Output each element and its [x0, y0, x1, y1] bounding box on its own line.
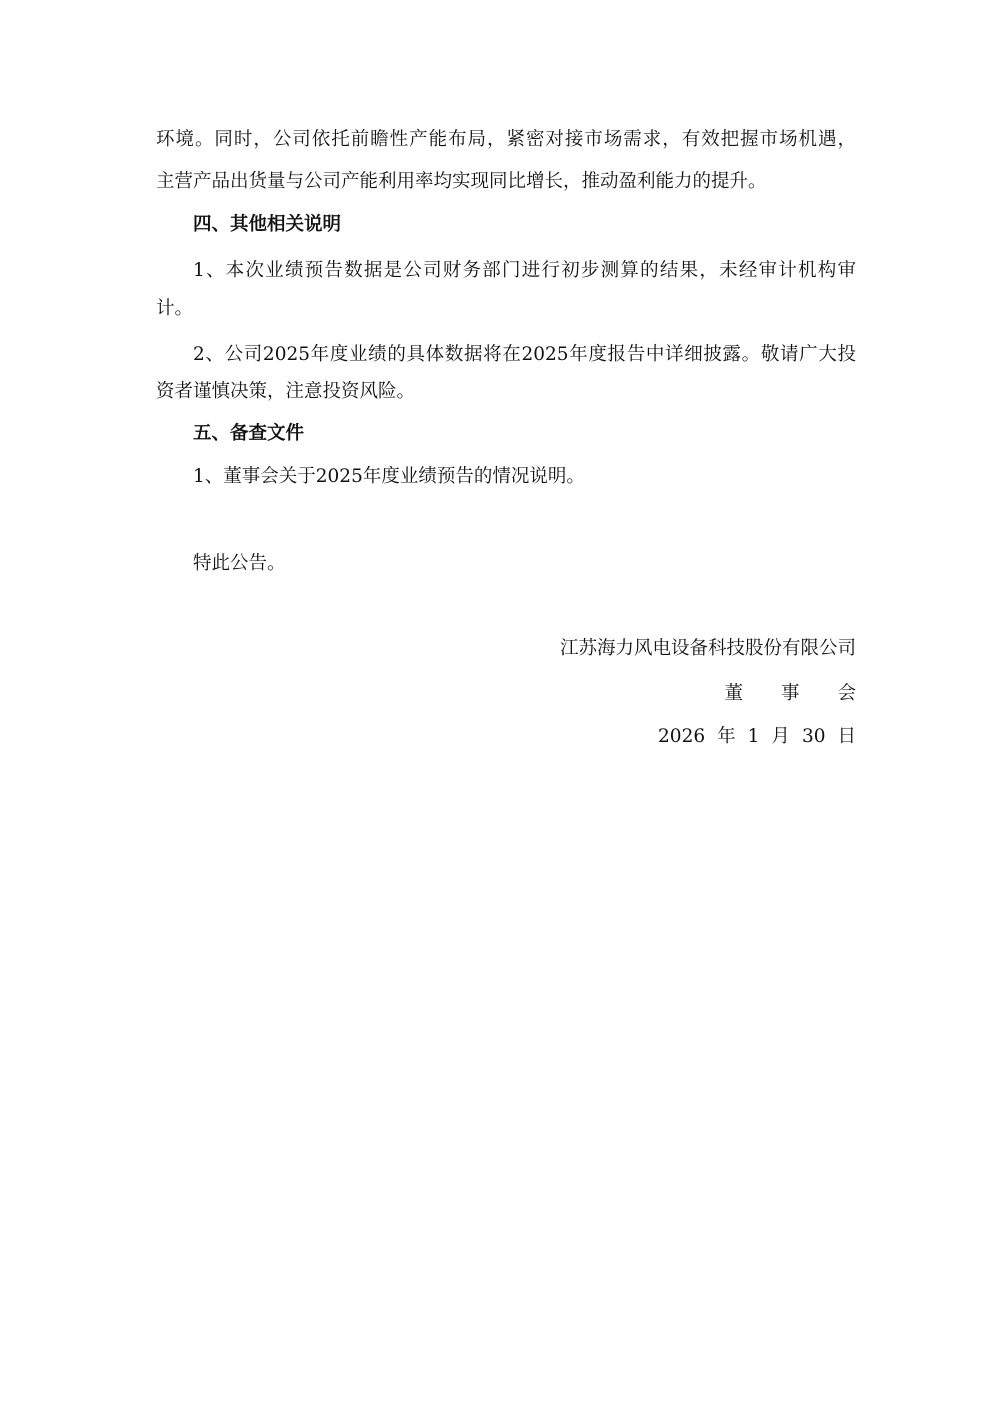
date-month-unit: 月: [771, 726, 790, 747]
closing-statement: 特此公告。: [193, 553, 286, 574]
date-day: 30: [801, 726, 826, 747]
signature-board: [724, 680, 856, 708]
note-item-1-line-2: 计。: [156, 298, 194, 319]
section-heading-reference-documents: 五、备查文件: [193, 423, 305, 444]
board-char: 事: [780, 683, 800, 704]
signature-company: 江苏海力风电设备科技股份有限公司: [559, 638, 856, 659]
note-item-1-line-1: 1、本次业绩预告数据是公司财务部门进行初步测算的结果，未经审计机构审: [193, 260, 856, 281]
note-item-2-line-2: 资者谨慎决策，注意投资风险。: [156, 381, 416, 402]
board-char: 会: [837, 683, 856, 704]
board-char: 董: [724, 683, 743, 704]
reference-item-1: 1、董事会关于2025年度业绩预告的情况说明。: [193, 466, 585, 487]
section-heading-other-notes: 四、其他相关说明: [193, 214, 342, 235]
date-month: 1: [747, 726, 760, 747]
date-day-unit: 日: [837, 726, 856, 747]
paragraph-line: 主营产品出货量与公司产能利用率均实现同比增长，推动盈利能力的提升。: [156, 171, 767, 192]
date-year: 2026: [658, 726, 706, 747]
signature-date: [658, 723, 856, 751]
date-year-unit: 年: [717, 726, 736, 747]
paragraph-line: 环境。同时，公司依托前瞻性产能布局，紧密对接市场需求，有效把握市场机遇，: [156, 129, 856, 150]
note-item-2-line-1: 2、公司2025年度业绩的具体数据将在2025年度报告中详细披露。敬请广大投: [193, 344, 856, 365]
